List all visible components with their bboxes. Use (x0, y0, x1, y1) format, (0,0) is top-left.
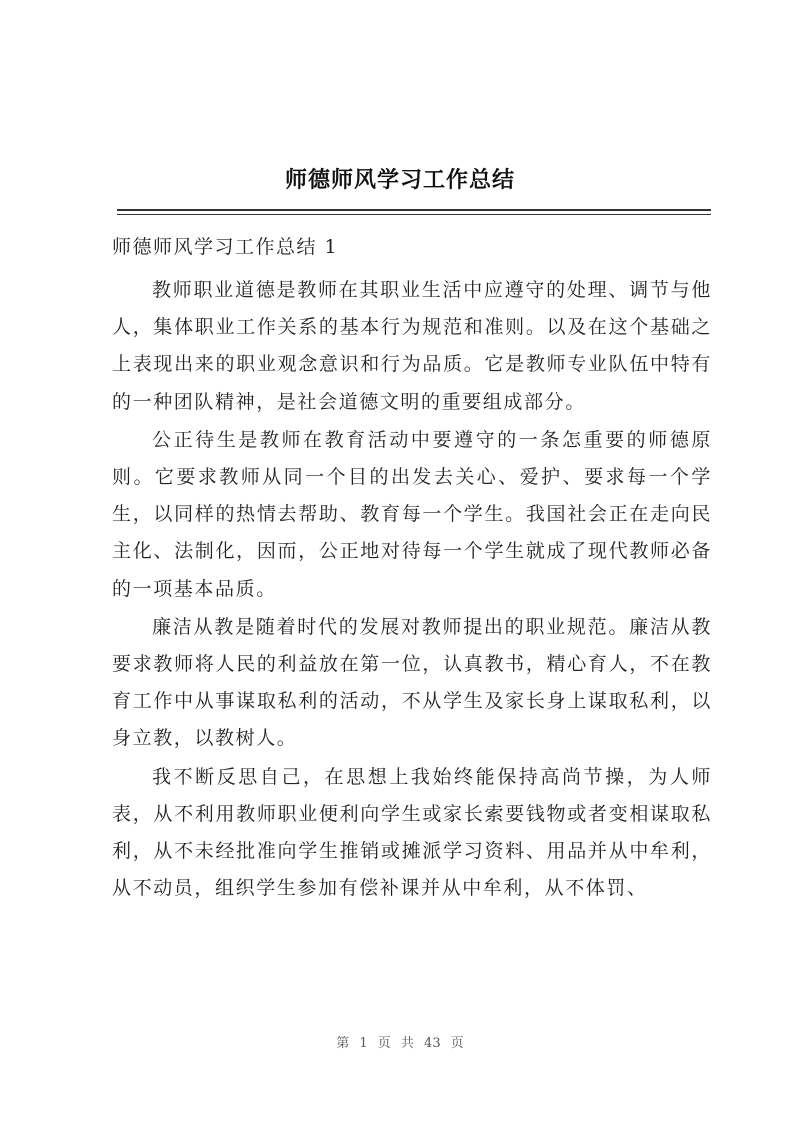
section-heading: 师德师风学习工作总结 1 (112, 236, 339, 258)
paragraph: 公正待生是教师在教育活动中要遵守的一条怎重要的师德原则。它要求教师从同一个目的出发去关心、爱护、要求每一个学生，以同样的热情去帮助、教育每一个学生。我国社会正在走向民主化、法制化，因而，公正地对待每一个学生就成了现代教师必备的一项基本品质。 (112, 428, 712, 600)
title-divider (117, 209, 711, 211)
paragraph: 廉洁从教是随着时代的发展对教师提出的职业规范。廉洁从教要求教师将人民的利益放在第一位，认真教书，精心育人，不在教育工作中从事谋取私利的活动，不从学生及家长身上谋取私利，以身立教，以教树人。 (112, 615, 712, 750)
paragraph: 教师职业道德是教师在其职业生活中应遵守的处理、调节与他人，集体职业工作关系的基本行为规范和准则。以及在这个基础之上表现出来的职业观念意识和行为品质。它是教师专业队伍中特有的一种团队精神，是社会道德文明的重要组成部分。 (112, 279, 712, 413)
document-title: 师德师风学习工作总结 (284, 168, 515, 193)
page-footer: 第 1 页 共 43 页 (336, 1036, 464, 1051)
document-body (112, 272, 712, 908)
title-divider-thin (117, 214, 711, 215)
paragraph: 我不断反思自己，在思想上我始终能保持高尚节操，为人师表，从不利用教师职业便利向学生或家长索要钱物或者变相谋取私利，从不未经批准向学生推销或摊派学习资料、用品并从中牟利，从不动员，组织学生参加有偿补课并从中牟利，从不体罚、 (112, 765, 712, 900)
